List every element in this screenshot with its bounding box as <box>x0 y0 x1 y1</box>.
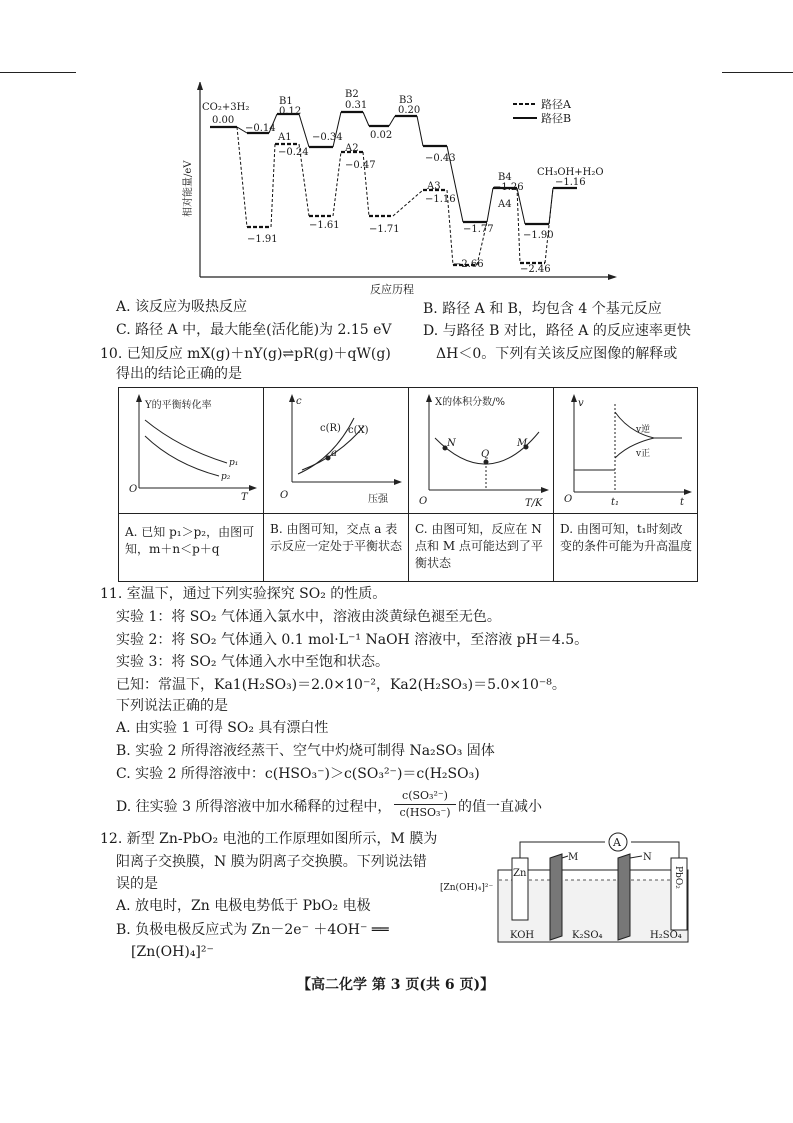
val-11: −1.26 <box>493 182 524 193</box>
graph-d-vz: v正 <box>636 449 651 459</box>
state-a1: A1 <box>278 132 292 143</box>
k2so4-label: K₂SO₄ <box>572 930 603 941</box>
q10-stem-1b: ΔH＜0。下列有关该反应图像的解释或 <box>436 346 678 362</box>
graph-d-vn: v逆 <box>636 425 651 435</box>
q9-option-b: B. 路径 A 和 B，均包含 4 个基元反应 <box>423 301 662 317</box>
state-b2: B2 <box>345 89 359 100</box>
val-2: 0.12 <box>279 106 302 117</box>
val-1: −0.14 <box>245 123 276 134</box>
graph-a-p2: p₂ <box>221 472 231 482</box>
state-a3: A3 <box>427 181 441 192</box>
graph-b <box>264 388 408 513</box>
graph-c-ylabel: X的体积分数/% <box>435 397 505 408</box>
val-6: −0.47 <box>345 160 376 171</box>
q11-exp1: 实验 1：将 SO₂ 气体通入氯水中，溶液由淡黄绿色褪至无色。 <box>116 609 501 625</box>
q11-stem: 11. 室温下，通过下列实验探究 SO₂ 的性质。 <box>100 586 387 602</box>
graph-c-xlabel: T/K <box>525 498 543 509</box>
val-4: −0.34 <box>312 132 343 143</box>
val-18: −1.90 <box>523 230 554 241</box>
q10-option-d: D. 由图可知，t₁时刻改变的条件可能为升高温度 <box>560 522 693 553</box>
q11-option-d-post: 的值一直减小 <box>458 799 542 815</box>
y-axis-label: 相对能量/eV <box>183 160 194 217</box>
q12-stem-1: 12. 新型 Zn-PbO₂ 电池的工作原理如图所示，M 膜为 <box>100 831 438 847</box>
graph-b-a: a <box>331 448 337 459</box>
val-16: −2.66 <box>453 259 484 270</box>
graph-a-ylabel: Y的平衡转化率 <box>145 400 212 411</box>
val-9: −0.43 <box>425 153 456 164</box>
q9-option-c: C. 路径 A 中，最大能垒(活化能)为 2.15 eV <box>116 322 392 338</box>
x-axis-label: 反应历程 <box>370 283 414 296</box>
q11-known: 已知：常温下，Ka1(H₂SO₃)＝2.0×10⁻²，Ka2(H₂SO₃)＝5.0×10⁻⁸。 <box>116 677 566 693</box>
graph-b-ylabel: c <box>296 396 302 407</box>
q10-option-a: A. 已知 p₁＞p₂，由图可知，m＋n＜p＋q <box>125 525 255 556</box>
page-footer: 【高二化学 第 3 页(共 6 页)】 <box>297 977 495 993</box>
state-a4: A4 <box>498 199 512 210</box>
val-7: 0.02 <box>370 130 393 141</box>
graph-c <box>409 388 553 513</box>
graph-c-q: Q <box>481 449 490 460</box>
val-12: −1.16 <box>555 177 586 188</box>
graph-d-t1: t₁ <box>611 497 620 508</box>
q12-stem-2: 阳离子交换膜，N 膜为阴离子交换膜。下列说法错 <box>116 854 427 870</box>
top-rule-left <box>0 72 76 73</box>
val-0: 0.00 <box>212 115 235 126</box>
q11-exp2: 实验 2：将 SO₂ 气体通入 0.1 mol·L⁻¹ NaOH 溶液中，至溶液 pH＝4.5。 <box>116 632 589 648</box>
q11-option-d-pre: D. 往实验 3 所得溶液中加水稀释的过程中， <box>116 799 392 815</box>
membrane-m-label: M <box>568 852 579 863</box>
q10-stem-2: 得出的结论正确的是 <box>116 366 242 382</box>
q11-exp3: 实验 3：将 SO₂ 气体通入水中至饱和状态。 <box>116 654 389 670</box>
val-17: −1.77 <box>463 224 494 235</box>
zn-label: Zn <box>513 868 527 879</box>
top-rule-right <box>722 72 793 73</box>
q10-table <box>118 387 698 582</box>
graph-c-origin: O <box>419 496 428 507</box>
end-label: CH₃OH+H₂O <box>537 167 604 178</box>
val-14: −1.61 <box>309 220 340 231</box>
koh-label: KOH <box>510 930 535 941</box>
graph-b-origin: O <box>280 490 289 501</box>
q10-stem-1: 10. 已知反应 mX(g)＋nY(g)⇌pR(g)＋qW(g) <box>100 346 391 362</box>
zincate-label: [Zn(OH)₄]²⁻ <box>440 883 494 893</box>
graph-a <box>119 388 263 513</box>
state-a2: A2 <box>345 143 359 154</box>
state-b3: B3 <box>399 95 413 106</box>
fraction-denominator: c(HSO₃⁻) <box>399 806 451 819</box>
battery-diagram <box>440 830 695 945</box>
h2so4-label: H₂SO₄ <box>650 930 682 941</box>
graph-a-xlabel: T <box>241 492 248 503</box>
q9-option-d: D. 与路径 B 对比，路径 A 的反应速率更快 <box>423 323 691 339</box>
val-15: −1.71 <box>369 224 400 235</box>
membrane-n-label: N <box>643 852 652 863</box>
ammeter-label: A <box>613 836 621 849</box>
graph-d-origin: O <box>564 494 573 505</box>
val-19: −2.46 <box>520 264 551 275</box>
graph-d-ylabel: v <box>578 398 584 409</box>
legend-path-b: 路径B <box>541 112 572 125</box>
q10-option-b: B. 由图可知，交点 a 表示反应一定处于平衡状态 <box>270 522 403 553</box>
q12-option-b-1: B. 负极电极反应式为 Zn－2e⁻ ＋4OH⁻ ══ <box>116 922 389 938</box>
q11-option-a: A. 由实验 1 可得 SO₂ 具有漂白性 <box>116 720 329 736</box>
val-10: −1.16 <box>425 194 456 205</box>
legend-path-a: 路径A <box>541 98 571 111</box>
state-b1: B1 <box>279 96 293 107</box>
energy-diagram <box>175 82 635 297</box>
graph-b-xlabel: 压强 <box>368 494 388 505</box>
q12-option-b-2: [Zn(OH)₄]²⁻ <box>131 944 214 960</box>
graph-d <box>554 388 697 513</box>
val-13: −1.91 <box>247 234 278 245</box>
graph-a-p1: p₁ <box>229 458 239 468</box>
q11-option-c: C. 实验 2 所得溶液中：c(HSO₃⁻)＞c(SO₃²⁻)＝c(H₂SO₃) <box>116 766 480 782</box>
q12-option-a: A. 放电时，Zn 电极电势低于 PbO₂ 电极 <box>116 898 371 914</box>
start-label: CO₂+3H₂ <box>202 102 250 113</box>
graph-c-m: M <box>517 438 528 449</box>
graph-c-n: N <box>447 438 456 449</box>
fraction-numerator: c(SO₃²⁻) <box>402 789 448 802</box>
graph-b-cx: c(X) <box>348 425 369 436</box>
q9-option-a: A. 该反应为吸热反应 <box>116 299 248 315</box>
graph-b-cr: c(R) <box>320 423 341 434</box>
graph-a-origin: O <box>129 484 138 495</box>
val-8: 0.20 <box>398 105 421 116</box>
state-b4: B4 <box>498 172 512 183</box>
pbo2-label: PbO₂ <box>673 866 683 889</box>
val-3: −0.24 <box>278 147 309 158</box>
q11-option-b: B. 实验 2 所得溶液经蒸干、空气中灼烧可制得 Na₂SO₃ 固体 <box>116 743 495 759</box>
q11-ask: 下列说法正确的是 <box>116 698 228 714</box>
q12-stem-3: 误的是 <box>116 876 158 892</box>
val-5: 0.31 <box>345 100 368 111</box>
q10-option-c: C. 由图可知，反应在 N 点和 M 点可能达到了平衡状态 <box>415 522 543 570</box>
graph-d-xlabel: t <box>680 497 685 508</box>
q11-fraction <box>394 788 456 821</box>
